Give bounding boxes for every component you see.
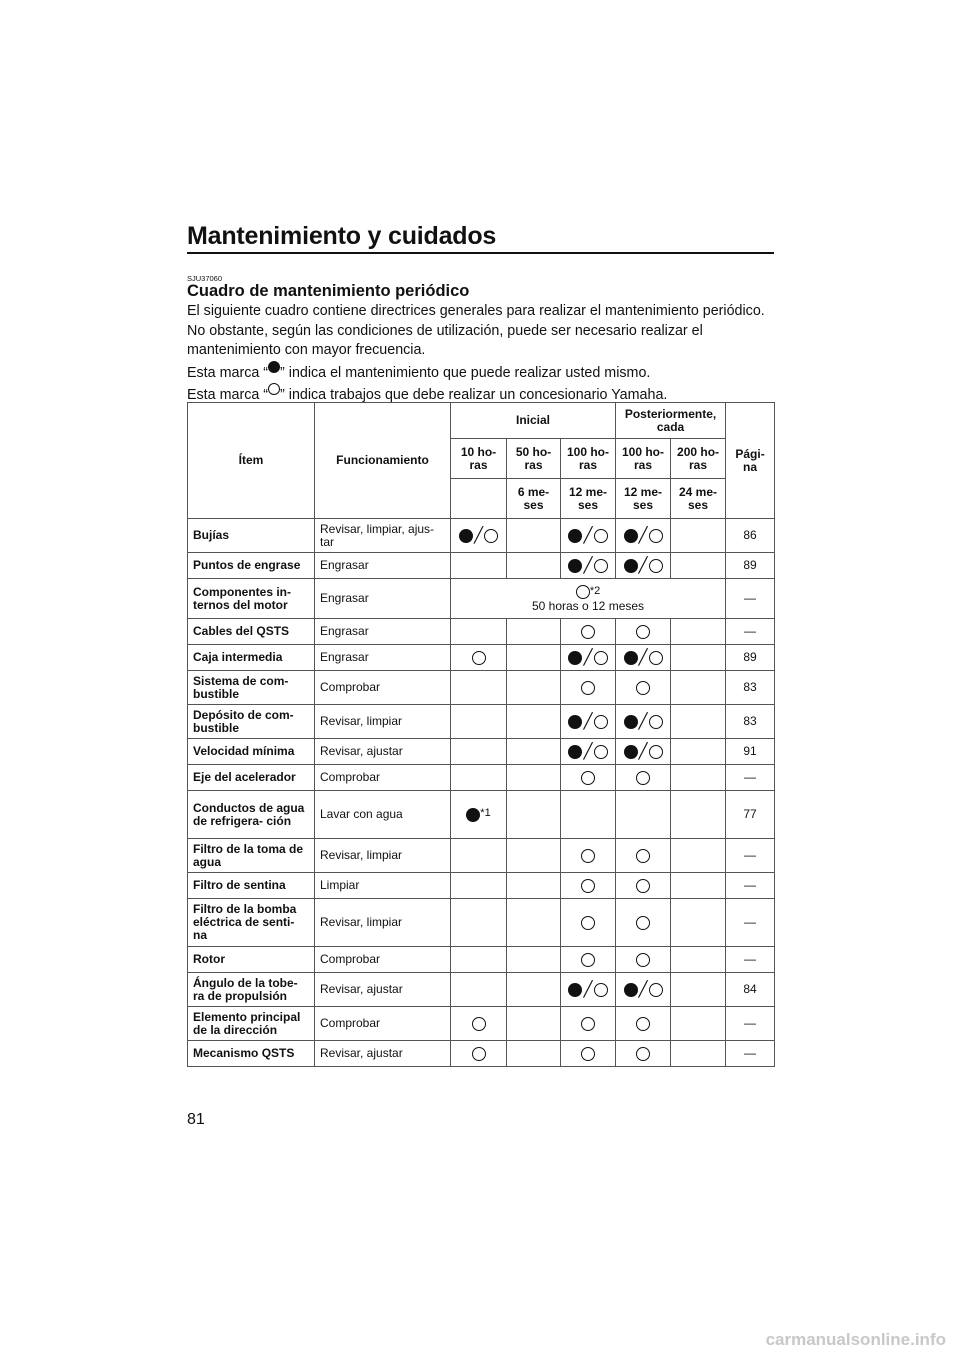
row-page: 86: [726, 519, 775, 553]
cell-50h: [507, 619, 561, 645]
cell-100h-initial: [561, 553, 616, 579]
table-row: [188, 705, 775, 739]
open-circle-icon: [649, 651, 663, 665]
row-item: Filtro de sentina: [188, 873, 315, 899]
row-page: 89: [726, 553, 775, 579]
open-circle-icon: [649, 559, 663, 573]
row-operation: Engrasar: [315, 553, 451, 579]
filled-circle-icon: [624, 559, 638, 573]
header-months: 6 me- ses: [507, 479, 561, 519]
cell-100h-initial: [561, 619, 616, 645]
header-hours: 100 ho- ras: [616, 439, 671, 479]
slash-icon: ╱: [638, 527, 648, 544]
cell-10h: [451, 739, 507, 765]
cell-200h: [671, 619, 726, 645]
filled-circle-icon: [466, 808, 480, 822]
row-item: Filtro de la toma de agua: [188, 839, 315, 873]
open-circle-icon: [594, 715, 608, 729]
cell-200h: [671, 1007, 726, 1041]
row-operation: Revisar, limpiar: [315, 839, 451, 873]
cell-200h: [671, 671, 726, 705]
cell-100h: [616, 947, 671, 973]
open-circle-icon: [594, 529, 608, 543]
cell-100h-initial: [561, 873, 616, 899]
row-operation: Comprobar: [315, 765, 451, 791]
open-circle-icon: [636, 1017, 650, 1031]
row-operation: Revisar, limpiar: [315, 899, 451, 947]
slash-icon: ╱: [583, 527, 593, 544]
header-thereafter: Posteriormente, cada: [616, 403, 726, 439]
cell-200h: [671, 899, 726, 947]
slash-icon: ╱: [583, 743, 593, 760]
cell-50h: [507, 873, 561, 899]
row-item: Bujías: [188, 519, 315, 553]
row-item: Mecanismo QSTS: [188, 1041, 315, 1067]
filled-circle-icon: [268, 361, 280, 373]
header-item: Ítem: [188, 403, 315, 519]
cell-100h: [616, 1007, 671, 1041]
header-initial: Inicial: [451, 403, 616, 439]
table-row: [188, 739, 775, 765]
row-item: Ángulo de la tobe- ra de propulsión: [188, 973, 315, 1007]
cell-100h: [616, 739, 671, 765]
row-page: —: [726, 899, 775, 947]
row-page: 83: [726, 671, 775, 705]
slash-icon: ╱: [638, 743, 648, 760]
open-circle-icon: [636, 625, 650, 639]
table-row: [188, 1041, 775, 1067]
cell-50h: [507, 1007, 561, 1041]
cell-10h: [451, 947, 507, 973]
row-item: Cables del QSTS: [188, 619, 315, 645]
cell-200h: [671, 645, 726, 671]
cell-50h: [507, 791, 561, 839]
cell-100h: [616, 973, 671, 1007]
row-operation: Revisar, ajustar: [315, 973, 451, 1007]
table-row: [188, 765, 775, 791]
cell-200h: [671, 973, 726, 1007]
slash-icon: ╱: [583, 713, 593, 730]
cell-50h: [507, 739, 561, 765]
open-circle-icon: [636, 953, 650, 967]
cell-100h: [616, 671, 671, 705]
cell-10h: [451, 519, 507, 553]
slash-icon: ╱: [638, 649, 648, 666]
row-page: 77: [726, 791, 775, 839]
table-row: [188, 791, 775, 839]
cell-100h: [616, 619, 671, 645]
row-operation: Comprobar: [315, 947, 451, 973]
cell-10h: [451, 1007, 507, 1041]
header-hours: 200 ho- ras: [671, 439, 726, 479]
table-row: [188, 553, 775, 579]
cell-200h: [671, 519, 726, 553]
table-row: [188, 973, 775, 1007]
filled-circle-icon: [624, 983, 638, 997]
row-page: —: [726, 947, 775, 973]
legend-full: Esta marca “ ” indica el mantenimiento que puede realizar usted mismo.: [187, 361, 774, 384]
cell-100h: [616, 1041, 671, 1067]
open-circle-icon: [636, 771, 650, 785]
open-circle-icon: [581, 953, 595, 967]
note-mark: *2: [589, 584, 601, 597]
open-circle-icon: [594, 559, 608, 573]
page-title: Mantenimiento y cuidados: [187, 222, 497, 250]
cell-100h-initial: [561, 519, 616, 553]
header-months: 12 me- ses: [561, 479, 616, 519]
table-row: [188, 1007, 775, 1041]
open-circle-icon: [581, 625, 595, 639]
cell-100h: [616, 765, 671, 791]
cell-100h-initial: [561, 791, 616, 839]
slash-icon: ╱: [473, 527, 484, 544]
span-note-text: 50 horas o 12 meses: [531, 599, 645, 614]
open-circle-icon: [636, 1047, 650, 1061]
cell-100h: [616, 899, 671, 947]
header-hours: 100 ho- ras: [561, 439, 616, 479]
row-operation: Comprobar: [315, 1007, 451, 1041]
cell-100h-initial: [561, 765, 616, 791]
row-item: Puntos de engrase: [188, 553, 315, 579]
row-item: Componentes in- ternos del motor: [188, 579, 315, 619]
row-page: 84: [726, 973, 775, 1007]
filled-circle-icon: [568, 715, 582, 729]
header-hours: 10 ho- ras: [451, 439, 507, 479]
filled-circle-icon: [624, 529, 638, 543]
maintenance-table: [187, 402, 775, 1067]
slash-icon: ╱: [583, 649, 593, 666]
cell-50h: [507, 973, 561, 1007]
cell-50h: [507, 765, 561, 791]
table-row: [188, 873, 775, 899]
filled-circle-icon: [568, 529, 582, 543]
table-row: [188, 579, 775, 619]
cell-100h: [616, 791, 671, 839]
row-operation: Revisar, ajustar: [315, 1041, 451, 1067]
cell-10h: [451, 1041, 507, 1067]
cell-50h: [507, 839, 561, 873]
cell-100h: [616, 519, 671, 553]
open-circle-icon: [636, 879, 650, 893]
row-page: —: [726, 1041, 775, 1067]
row-operation: Engrasar: [315, 579, 451, 619]
cell-10h: [451, 705, 507, 739]
cell-10h: [451, 899, 507, 947]
table-row: [188, 645, 775, 671]
cell-200h: [671, 791, 726, 839]
row-page: —: [726, 839, 775, 873]
row-item: Elemento principal de la dirección: [188, 1007, 315, 1041]
cell-50h: [507, 671, 561, 705]
row-operation: Engrasar: [315, 619, 451, 645]
cell-100h-initial: [561, 1041, 616, 1067]
cell-100h: [616, 873, 671, 899]
row-page: —: [726, 619, 775, 645]
open-circle-icon: [472, 1047, 486, 1061]
filled-circle-icon: [624, 715, 638, 729]
section-title: Cuadro de mantenimiento periódico: [187, 282, 470, 300]
filled-circle-icon: [624, 651, 638, 665]
row-item: Rotor: [188, 947, 315, 973]
legend-empty: Esta marca “ ” indica trabajos que debe realizar un concesionario Yamaha.: [187, 383, 774, 406]
row-operation: Revisar, ajustar: [315, 739, 451, 765]
open-circle-icon: [581, 1047, 595, 1061]
row-item: Velocidad mínima: [188, 739, 315, 765]
title-rule: [187, 252, 774, 254]
cell-50h: [507, 519, 561, 553]
cell-50h: [507, 705, 561, 739]
cell-10h: [451, 839, 507, 873]
cell-200h: [671, 739, 726, 765]
header-months: 12 me- ses: [616, 479, 671, 519]
table-row: [188, 947, 775, 973]
row-item: Filtro de la bomba eléctrica de senti- na: [188, 899, 315, 947]
cell-50h: [507, 947, 561, 973]
filled-circle-icon: [568, 983, 582, 997]
open-circle-icon: [472, 651, 486, 665]
slash-icon: ╱: [583, 981, 593, 998]
open-circle-icon: [594, 983, 608, 997]
cell-200h: [671, 705, 726, 739]
section-code: SJU37060: [187, 274, 223, 283]
row-item: Caja intermedia: [188, 645, 315, 671]
row-operation: Lavar con agua: [315, 791, 451, 839]
open-circle-icon: [649, 983, 663, 997]
cell-10h: [451, 765, 507, 791]
cell-10h: [451, 619, 507, 645]
open-circle-icon: [576, 585, 590, 599]
open-circle-icon: [636, 681, 650, 695]
filled-circle-icon: [624, 745, 638, 759]
cell-100h: [616, 839, 671, 873]
row-page: —: [726, 579, 775, 619]
cell-100h-initial: [561, 899, 616, 947]
intro-text: El siguiente cuadro contiene directrices generales para realizar el mantenimiento periódico. No obstante, según las condiciones de utilización, puede ser necesario realizar el mantenimiento con mayor frecuencia.: [187, 303, 765, 358]
row-item: Depósito de com- bustible: [188, 705, 315, 739]
open-circle-icon: [581, 681, 595, 695]
open-circle-icon: [484, 529, 498, 543]
cell-100h-initial: [561, 1007, 616, 1041]
table-row: [188, 671, 775, 705]
open-circle-icon: [636, 849, 650, 863]
row-operation: Engrasar: [315, 645, 451, 671]
row-item: Sistema de com- bustible: [188, 671, 315, 705]
cell-10h: [451, 645, 507, 671]
cell-100h-initial: [561, 973, 616, 1007]
cell-10h: [451, 671, 507, 705]
cell-10h: [451, 553, 507, 579]
note-mark: *1: [480, 807, 491, 820]
table-row: [188, 519, 775, 553]
open-circle-icon: [581, 849, 595, 863]
header-months: 24 me- ses: [671, 479, 726, 519]
slash-icon: ╱: [638, 981, 648, 998]
watermark: carmanualsonline.info: [765, 1330, 946, 1349]
cell-200h: [671, 1041, 726, 1067]
open-circle-icon: [581, 916, 595, 930]
row-operation: Comprobar: [315, 671, 451, 705]
open-circle-icon: [581, 879, 595, 893]
cell-200h: [671, 765, 726, 791]
row-page: 91: [726, 739, 775, 765]
cell-100h-initial: [561, 739, 616, 765]
cell-200h: [671, 553, 726, 579]
cell-100h-initial: [561, 705, 616, 739]
cell-50h: [507, 899, 561, 947]
header-months: [451, 479, 507, 519]
filled-circle-icon: [459, 529, 473, 543]
page-number: 81: [187, 1111, 205, 1128]
cell-100h-initial: [561, 839, 616, 873]
open-circle-icon: [649, 529, 663, 543]
open-circle-icon: [649, 715, 663, 729]
open-circle-icon: [472, 1017, 486, 1031]
filled-circle-icon: [568, 559, 582, 573]
slash-icon: ╱: [583, 557, 593, 574]
open-circle-icon: [594, 651, 608, 665]
row-operation: Limpiar: [315, 873, 451, 899]
open-circle-icon: [268, 383, 280, 395]
row-item: Conductos de agua de refrigera- ción: [188, 791, 315, 839]
header-operation: Funcionamiento: [315, 403, 451, 519]
row-page: 83: [726, 705, 775, 739]
row-operation: Revisar, limpiar: [315, 705, 451, 739]
intro: [187, 302, 774, 406]
header-page: Pági- na: [726, 403, 775, 519]
open-circle-icon: [581, 1017, 595, 1031]
cell-100h: [616, 645, 671, 671]
cell-50h: [507, 1041, 561, 1067]
cell-span-note: [451, 579, 726, 619]
table-row: [188, 899, 775, 947]
row-item: Eje del acelerador: [188, 765, 315, 791]
cell-200h: [671, 947, 726, 973]
slash-icon: ╱: [638, 557, 648, 574]
cell-10h: [451, 873, 507, 899]
cell-10h: [451, 973, 507, 1007]
cell-100h-initial: [561, 671, 616, 705]
table-row: [188, 839, 775, 873]
cell-100h-initial: [561, 645, 616, 671]
cell-200h: [671, 839, 726, 873]
row-page: 89: [726, 645, 775, 671]
cell-10h: [451, 791, 507, 839]
cell-100h-initial: [561, 947, 616, 973]
cell-50h: [507, 645, 561, 671]
open-circle-icon: [581, 771, 595, 785]
open-circle-icon: [636, 916, 650, 930]
filled-circle-icon: [568, 651, 582, 665]
row-page: —: [726, 873, 775, 899]
filled-circle-icon: [568, 745, 582, 759]
open-circle-icon: [594, 745, 608, 759]
row-page: —: [726, 765, 775, 791]
open-circle-icon: [649, 745, 663, 759]
cell-100h: [616, 705, 671, 739]
cell-100h: [616, 553, 671, 579]
slash-icon: ╱: [638, 713, 648, 730]
header-hours: 50 ho- ras: [507, 439, 561, 479]
cell-50h: [507, 553, 561, 579]
row-page: —: [726, 1007, 775, 1041]
row-operation: Revisar, limpiar, ajus- tar: [315, 519, 451, 553]
cell-200h: [671, 873, 726, 899]
table-row: [188, 619, 775, 645]
